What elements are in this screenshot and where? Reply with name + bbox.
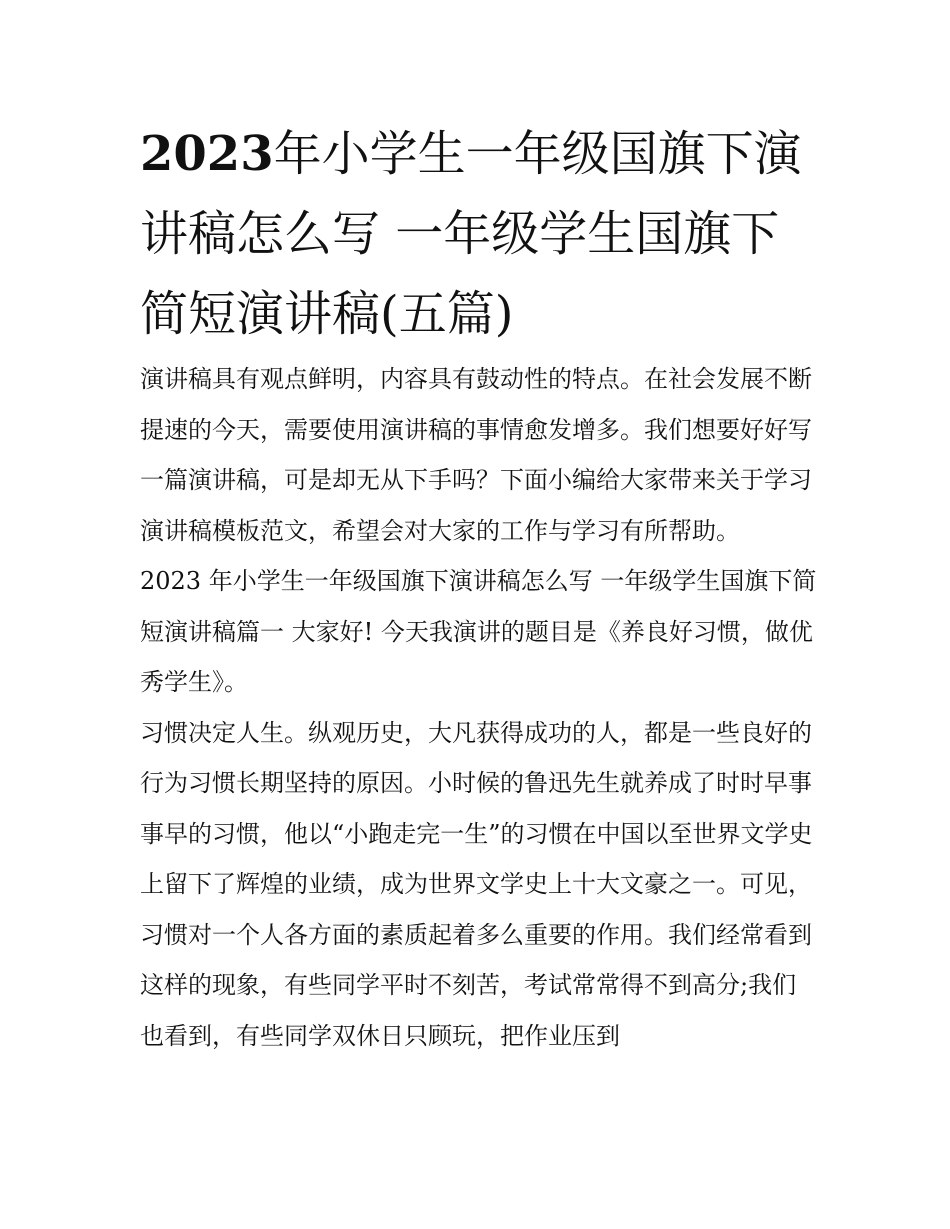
paragraph-intro: 演讲稿具有观点鲜明，内容具有鼓动性的特点。在社会发展不断提速的今天，需要使用演讲稿的事情愈发增多。我们想要好好写一篇演讲稿，可是却无从下手吗？下面小编给大家带来关于学习演讲稿模板范文，希望会对大家的工作与学习有所帮助。 — [140, 365, 812, 545]
title-text: 年小学生一年级国旗下演讲稿怎么写 一年级学生国旗下简短演讲稿(五篇) — [140, 126, 802, 342]
document-body — [140, 354, 820, 1061]
paragraph-habits: 习惯决定人生。纵观历史，大凡获得成功的人，都是一些良好的行为习惯长期坚持的原因。小时候的鲁迅先生就养成了时时早事事早的习惯，他以“小跑走完一生”的习惯在中国以至世界文学史上留下了辉煌的业绩，成为世界文学史上十大文豪之一。可见，习惯对一个人各方面的素质起着多么重要的作用。我们经常看到这样的现象，有些同学平时不刻苦，考试常常得不到高分;我们也看到，有些同学双休日只顾玩，把作业压到 — [140, 718, 813, 1050]
title-year: 2023 — [140, 126, 274, 182]
paragraph-heading: 2023 年小学生一年级国旗下演讲稿怎么写 一年级学生国旗下简短演讲稿篇一 大家好! 今天我演讲的题目是《养良好习惯，做优秀学生》。 — [140, 567, 817, 696]
document-title — [140, 114, 820, 354]
